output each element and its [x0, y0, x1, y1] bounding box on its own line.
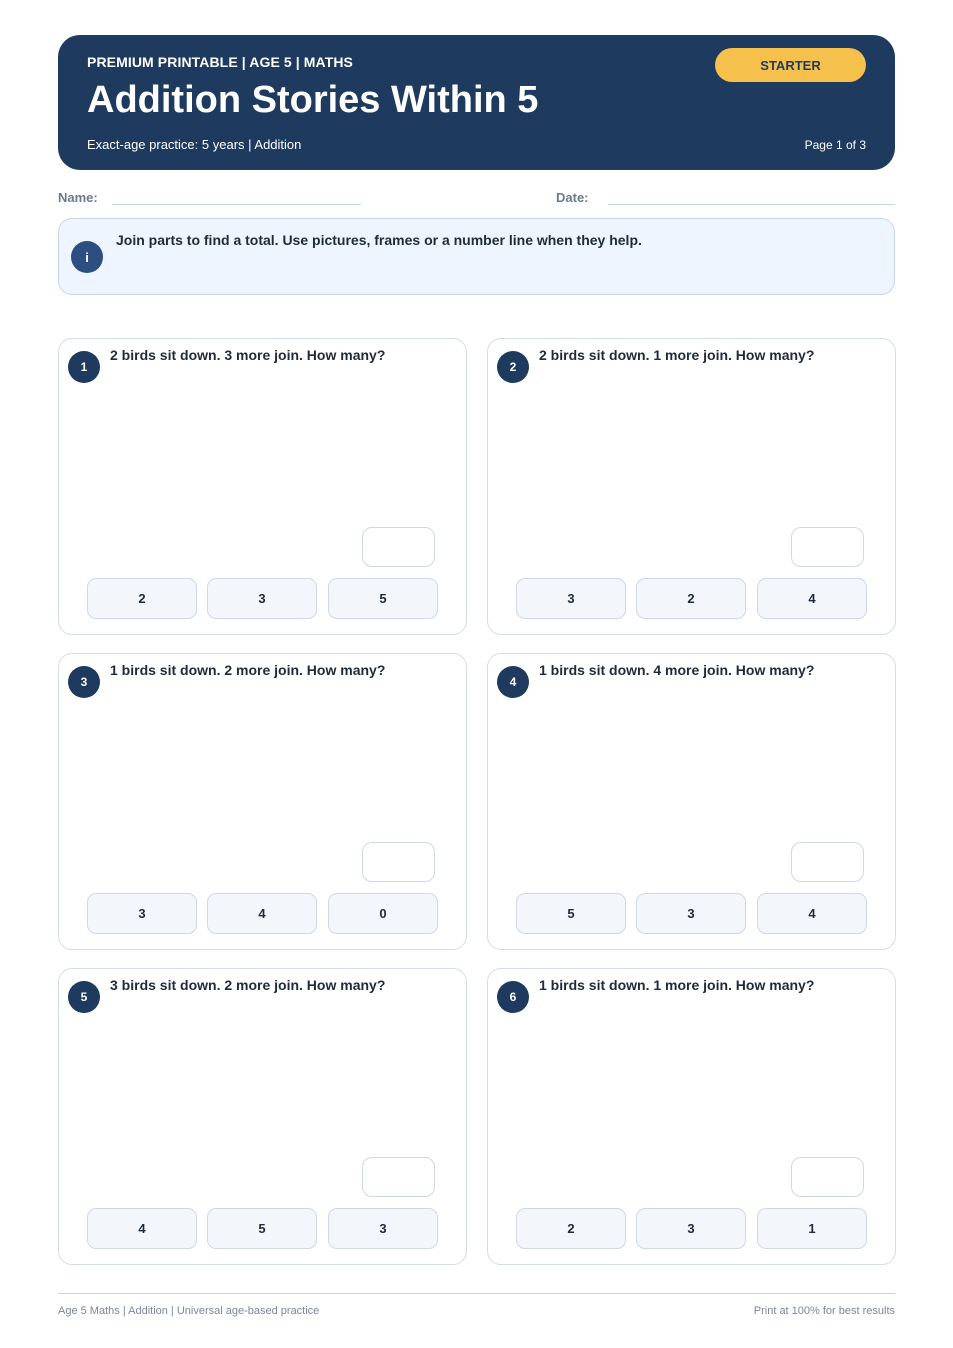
- answer-option[interactable]: 2: [636, 578, 746, 619]
- answer-option[interactable]: 3: [207, 578, 317, 619]
- question-number: 6: [497, 981, 529, 1013]
- question-number: 1: [68, 351, 100, 383]
- question-text: 1 birds sit down. 4 more join. How many?: [539, 662, 815, 678]
- question-number: 5: [68, 981, 100, 1013]
- question-card-1: [58, 338, 467, 635]
- question-number: 4: [497, 666, 529, 698]
- question-text: 1 birds sit down. 2 more join. How many?: [110, 662, 386, 678]
- question-number: 3: [68, 666, 100, 698]
- answer-option[interactable]: 3: [87, 893, 197, 934]
- question-number: 2: [497, 351, 529, 383]
- answer-option[interactable]: 1: [757, 1208, 867, 1249]
- answer-option[interactable]: 5: [207, 1208, 317, 1249]
- info-icon: i: [71, 241, 103, 273]
- question-card-3: [58, 653, 467, 950]
- answer-box[interactable]: [362, 842, 435, 882]
- footer-right-text: Print at 100% for best results: [753, 1305, 895, 1317]
- answer-option[interactable]: 3: [636, 893, 746, 934]
- question-text: 2 birds sit down. 1 more join. How many?: [539, 347, 815, 363]
- header-subtitle: Exact-age practice: 5 years | Addition: [87, 137, 302, 152]
- header-kicker: PREMIUM PRINTABLE | AGE 5 | MATHS: [87, 54, 353, 70]
- answer-box[interactable]: [362, 527, 435, 567]
- name-line[interactable]: [112, 204, 361, 205]
- answer-box[interactable]: [362, 1157, 435, 1197]
- answer-option[interactable]: 2: [87, 578, 197, 619]
- answer-option[interactable]: 5: [516, 893, 626, 934]
- footer-left-text: Age 5 Maths | Addition | Universal age-based practice: [58, 1305, 320, 1317]
- question-card-5: [58, 968, 467, 1265]
- question-text: 2 birds sit down. 3 more join. How many?: [110, 347, 386, 363]
- page-indicator: Page 1 of 3: [804, 138, 866, 152]
- question-text: 3 birds sit down. 2 more join. How many?: [110, 977, 386, 993]
- question-card-2: [487, 338, 896, 635]
- answer-option[interactable]: 5: [328, 578, 438, 619]
- answer-option[interactable]: 3: [516, 578, 626, 619]
- name-label: Name:: [58, 190, 98, 205]
- level-badge: STARTER: [715, 48, 866, 82]
- answer-box[interactable]: [791, 527, 864, 567]
- question-card-4: [487, 653, 896, 950]
- answer-option[interactable]: 2: [516, 1208, 626, 1249]
- question-card-6: [487, 968, 896, 1265]
- page-title: Addition Stories Within 5: [87, 79, 539, 121]
- answer-box[interactable]: [791, 842, 864, 882]
- answer-option[interactable]: 4: [757, 893, 867, 934]
- date-label: Date:: [556, 190, 589, 205]
- footer-divider: [58, 1293, 895, 1294]
- instruction-banner: [58, 218, 895, 295]
- answer-option[interactable]: 0: [328, 893, 438, 934]
- answer-option[interactable]: 4: [757, 578, 867, 619]
- question-text: 1 birds sit down. 1 more join. How many?: [539, 977, 815, 993]
- answer-option[interactable]: 3: [636, 1208, 746, 1249]
- answer-option[interactable]: 4: [207, 893, 317, 934]
- answer-option[interactable]: 3: [328, 1208, 438, 1249]
- date-line[interactable]: [608, 204, 895, 205]
- answer-option[interactable]: 4: [87, 1208, 197, 1249]
- instruction-text: Join parts to find a total. Use pictures, frames or a number line when they help.: [116, 232, 642, 248]
- answer-box[interactable]: [791, 1157, 864, 1197]
- worksheet-header: [58, 35, 895, 170]
